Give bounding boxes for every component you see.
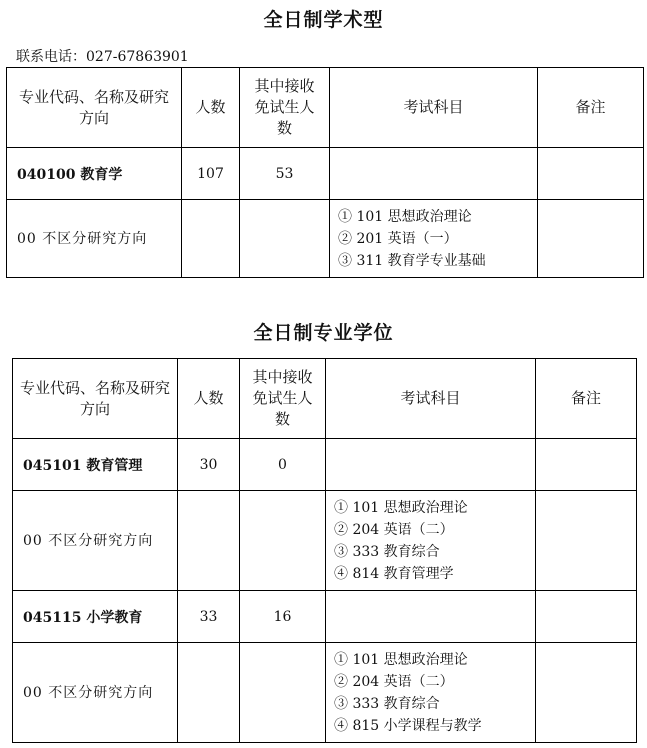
header-major: 专业代码、名称及研究方向 [13,359,178,439]
program-row [7,148,644,200]
program-notes-empty [536,591,637,643]
header-exempt: 其中接收免试生人数 [240,359,326,439]
direction-name: 00 不区分研究方向 [13,643,178,743]
direction-name: 00 不区分研究方向 [7,200,182,278]
header-notes: 备注 [536,359,637,439]
direction-count-empty [178,491,240,591]
subject-line: ① 101 思想政治理论 [334,651,468,668]
subject-line: ③ 333 教育综合 [334,695,440,712]
contact-phone: 联系电话：027-67863901 [16,49,189,65]
direction-row [13,643,637,743]
professional-table [12,358,637,743]
header-notes: 备注 [538,68,644,148]
direction-name: 00 不区分研究方向 [13,491,178,591]
header-exempt: 其中接收免试生人数 [240,68,330,148]
program-code-name: 040100 教育学 [7,148,182,200]
direction-exempt-empty [240,200,330,278]
direction-subjects [326,643,536,743]
subject-line: ① 101 思想政治理论 [338,208,472,225]
subject-line: ④ 815 小学课程与教学 [334,717,482,734]
subject-line: ② 204 英语（二） [334,673,454,690]
direction-subjects [326,491,536,591]
direction-exempt-empty [240,491,326,591]
program-exempt: 16 [240,591,326,643]
direction-count-empty [182,200,240,278]
subject-line: ① 101 思想政治理论 [334,499,468,516]
direction-count-empty [178,643,240,743]
direction-row [7,200,644,278]
header-row [7,68,644,148]
direction-notes-empty [536,491,637,591]
direction-notes-empty [538,200,644,278]
subject-line: ③ 333 教育综合 [334,543,440,560]
header-count: 人数 [182,68,240,148]
program-subjects-empty [326,591,536,643]
academic-table [6,67,644,278]
program-code-name: 045101 教育管理 [13,439,178,491]
program-code-name: 045115 小学教育 [13,591,178,643]
program-exempt: 0 [240,439,326,491]
program-row [13,439,637,491]
program-count: 30 [178,439,240,491]
program-notes-empty [538,148,644,200]
direction-subjects [330,200,538,278]
header-count: 人数 [178,359,240,439]
subject-line: ③ 311 教育学专业基础 [338,252,486,269]
subject-line: ④ 814 教育管理学 [334,565,454,582]
header-row [13,359,637,439]
header-subjects: 考试科目 [330,68,538,148]
header-major: 专业代码、名称及研究方向 [7,68,182,148]
subject-line: ② 204 英语（二） [334,521,454,538]
header-subjects: 考试科目 [326,359,536,439]
direction-exempt-empty [240,643,326,743]
subject-line: ② 201 英语（一） [338,230,458,247]
program-subjects-empty [326,439,536,491]
section-title-professional: 全日制专业学位 [253,322,394,344]
program-row [13,591,637,643]
program-count: 107 [182,148,240,200]
program-notes-empty [536,439,637,491]
direction-row [13,491,637,591]
program-subjects-empty [330,148,538,200]
program-count: 33 [178,591,240,643]
section-title-academic: 全日制学术型 [263,9,384,31]
program-exempt: 53 [240,148,330,200]
direction-notes-empty [536,643,637,743]
